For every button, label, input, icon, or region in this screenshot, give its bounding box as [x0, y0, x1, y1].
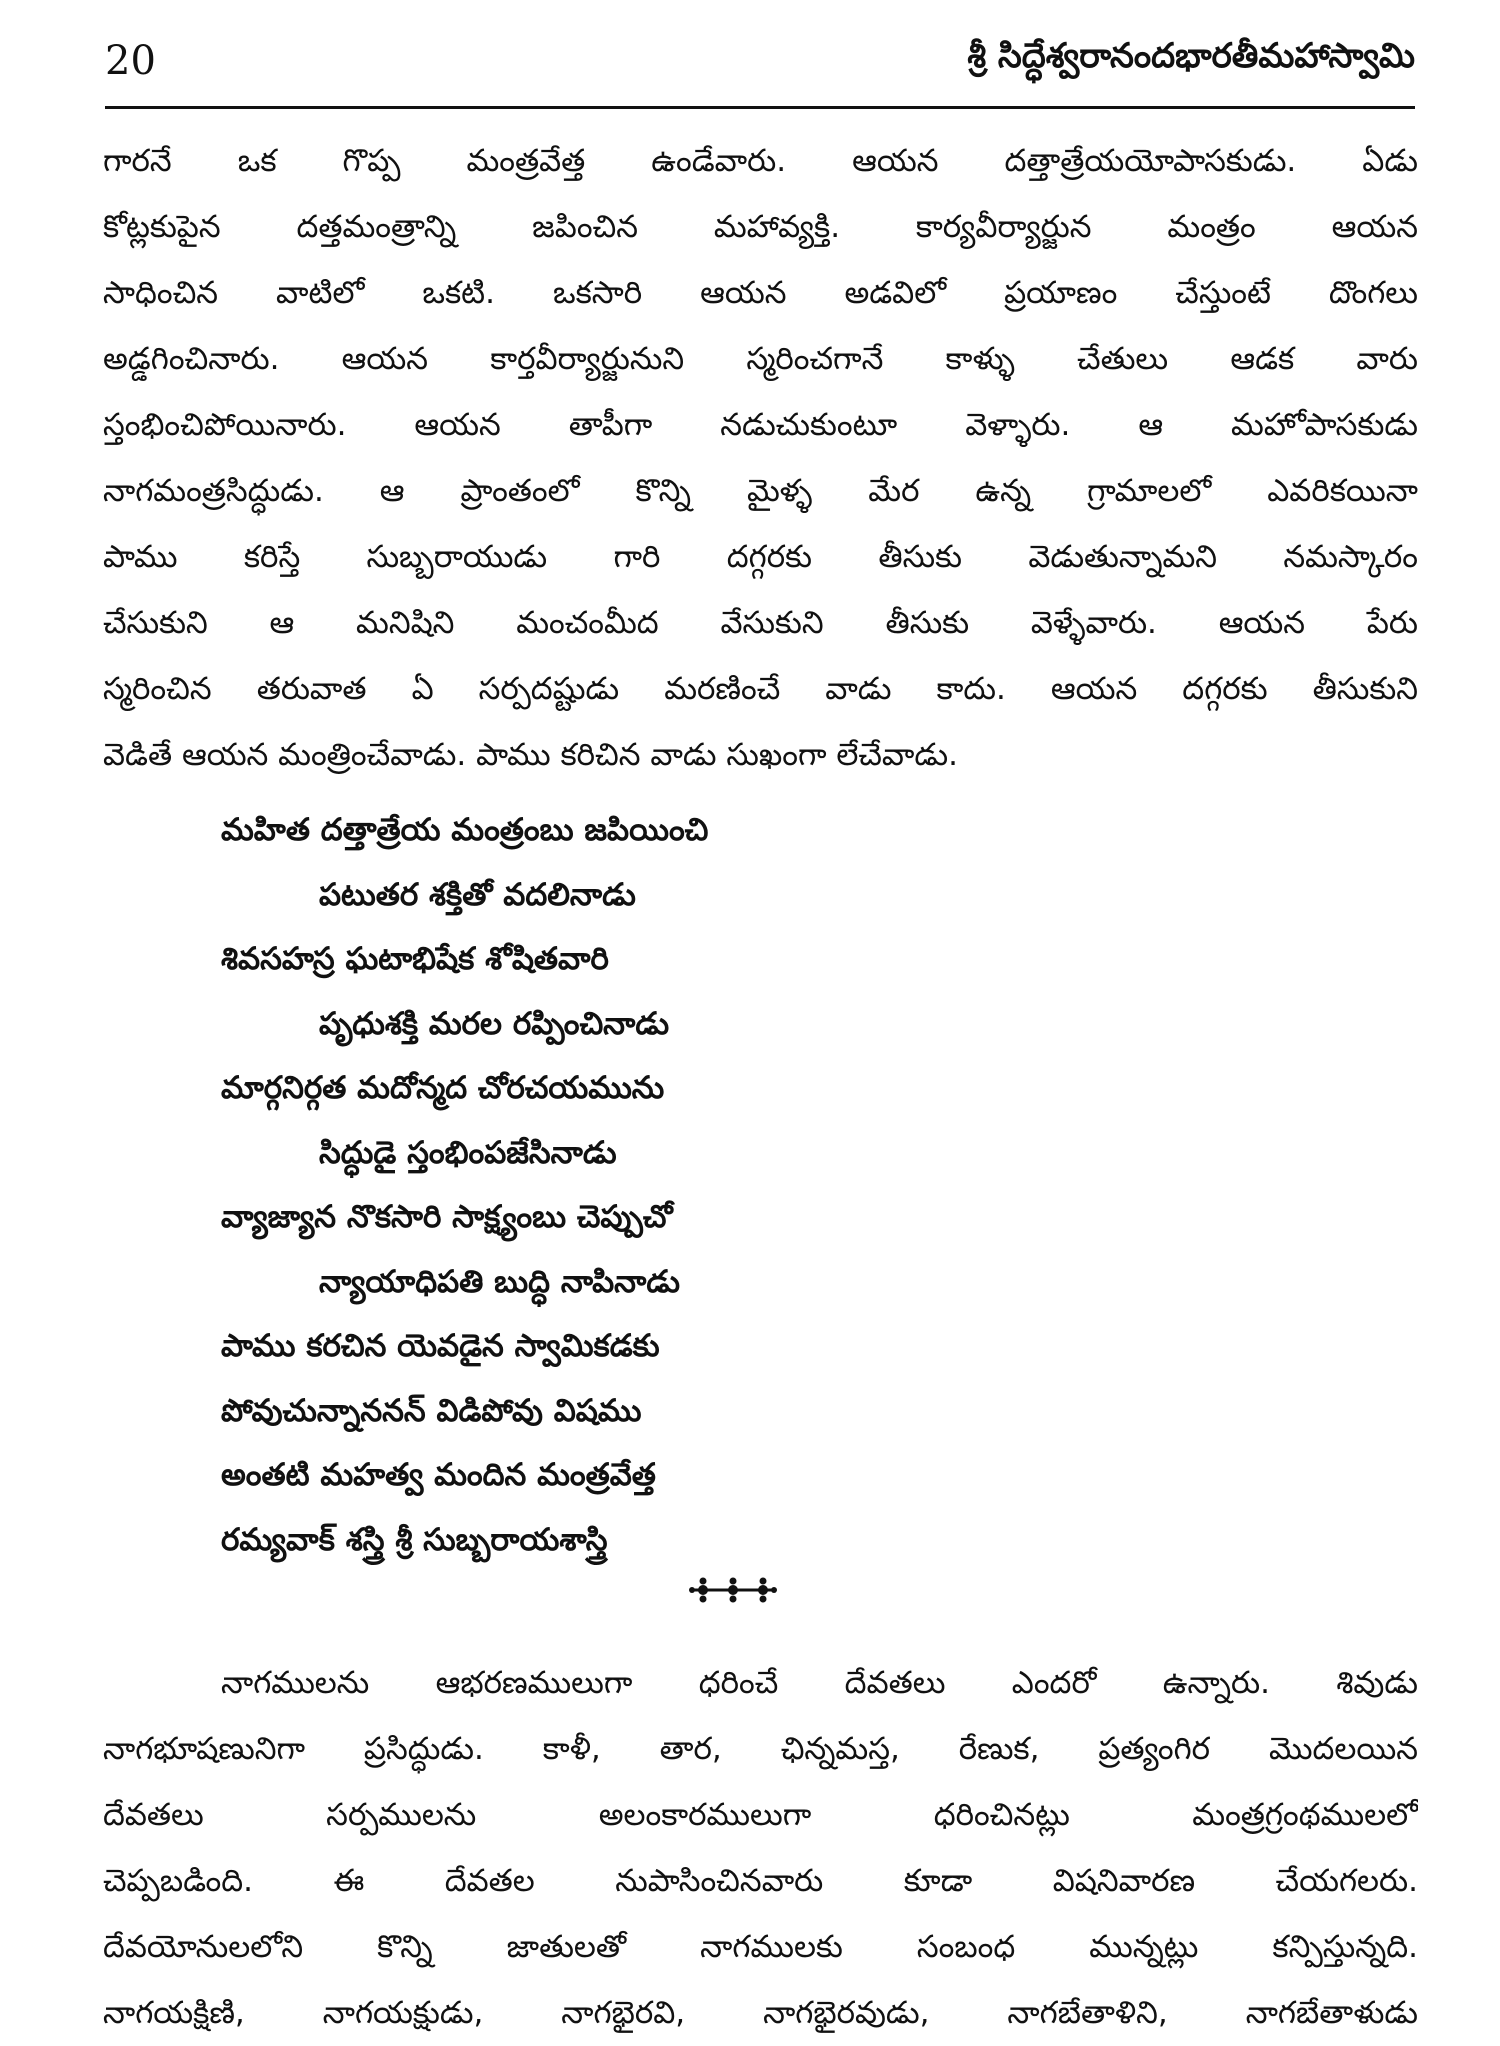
header-divider — [105, 106, 1415, 109]
verse-line: పోవుచున్నాననన్ విడిపోవు విషము — [221, 1392, 642, 1429]
verse-line: మహిత దత్తాత్రేయ మంత్రంబు జపియించి — [221, 812, 709, 848]
page-body — [103, 128, 1418, 2046]
verse-line: మార్గనిర్గత మదోన్మద చోరచయమును — [221, 1070, 665, 1106]
text-line: అడ్డగించినారు. ఆయన కార్తవీర్యార్జునుని స్మరించగానే కాళ్ళు చేతులు ఆడక వారు — [103, 341, 1418, 377]
text-line: వెడితే ఆయన మంత్రించేవాడు. పాము కరిచిన వాడు సుఖంగా లేచేవాడు. — [103, 737, 958, 773]
verse-line: శివసహస్ర ఘటాభిషేక శోషితవారి — [221, 941, 609, 977]
text-line: నాగములను ఆభరణములుగా ధరించే దేవతలు ఎందరో ఉన్నారు. శివుడు — [221, 1665, 1418, 1701]
page-number: 20 — [105, 38, 156, 84]
text-line: సాధించిన వాటిలో ఒకటి. ఒకసారి ఆయన అడవిలో ప్రయాణం చేస్తుంటే దొంగలు — [103, 275, 1418, 311]
ornament-glyph-icon — [688, 1572, 778, 1608]
verse-line: సిద్ధుడై స్తంభింపజేసినాడు — [319, 1134, 617, 1171]
ornament-divider-icon — [103, 1572, 1418, 1628]
verse-line: న్యాయాధిపతి బుద్ధి నాపినాడు — [319, 1263, 681, 1300]
paragraph-1 — [103, 128, 1418, 788]
text-line: చెప్పబడింది. ఈ దేవతల నుపాసించినవారు కూడా విషనివారణ చేయగలరు. — [103, 1863, 1418, 1899]
text-line: నాగమంత్రసిద్ధుడు. ఆ ప్రాంతంలో కొన్ని మైళ్ళ మేర ఉన్న గ్రామాలలో ఎవరికయినా — [103, 473, 1418, 509]
verse-line: పృధుశక్తి మరల రప్పించినాడు — [319, 1005, 670, 1042]
text-line: దేవయోనులలోని కొన్ని జాతులతో నాగములకు సంబంధ మున్నట్లు కన్పిస్తున్నది. — [103, 1929, 1418, 1965]
text-line: కోట్లకుపైన దత్తమంత్రాన్ని జపించిన మహావ్యక్తి. కార్యవీర్యార్జున మంత్రం ఆయన — [103, 209, 1418, 245]
verse-line: వ్యాజ్యాన నొకసారి సాక్ష్యంబు చెప్పుచో — [221, 1199, 673, 1235]
text-line: నాగభూషణునిగా ప్రసిద్ధుడు. కాళీ, తార, ఛిన్నమస్త, రేణుక, ప్రత్యంగిర మొదలయిన — [103, 1731, 1418, 1767]
paragraph-2 — [103, 1650, 1418, 2046]
text-line: స్మరించిన తరువాత ఏ సర్పదష్టుడు మరణించే వాడు కాదు. ఆయన దగ్గరకు తీసుకుని — [103, 671, 1418, 707]
poem-verse — [103, 788, 1418, 1572]
verse-line: రమ్యవాక్ శస్త్రి శ్రీ సుబ్బరాయశాస్త్రి — [221, 1521, 608, 1558]
text-line: గారనే ఒక గొప్ప మంత్రవేత్త ఉండేవారు. ఆయన దత్తాత్రేయయోపాసకుడు. ఏడు — [103, 143, 1418, 179]
text-line: దేవతలు సర్పములను అలంకారములుగా ధరించినట్లు మంత్రగ్రంథములలో — [103, 1797, 1418, 1833]
verse-line: అంతటి మహత్వ మందిన మంత్రవేత్త — [221, 1457, 656, 1493]
text-line: నాగయక్షిణి, నాగయక్షుడు, నాగభైరవి, నాగభైరవుడు, నాగబేతాళిని, నాగబేతాళుడు — [103, 1995, 1418, 2031]
verse-line: పటుతర శక్తితో వదలినాడు — [319, 876, 636, 913]
running-title: శ్రీ సిద్ధేశ్వరానందభారతీమహాస్వామి — [967, 36, 1415, 76]
text-line: స్తంభించిపోయినారు. ఆయన తాపీగా నడుచుకుంటూ వెళ్ళారు. ఆ మహోపాసకుడు — [103, 407, 1418, 443]
page-header — [105, 30, 1415, 110]
verse-line: పాము కరచిన యెవడైన స్వామికడకు — [221, 1328, 660, 1364]
text-line: పాము కరిస్తే సుబ్బరాయుడు గారి దగ్గరకు తీసుకు వెడుతున్నామని నమస్కారం — [103, 539, 1418, 575]
text-line: చేసుకుని ఆ మనిషిని మంచంమీద వేసుకుని తీసుకు వెళ్ళేవారు. ఆయన పేరు — [103, 605, 1418, 641]
